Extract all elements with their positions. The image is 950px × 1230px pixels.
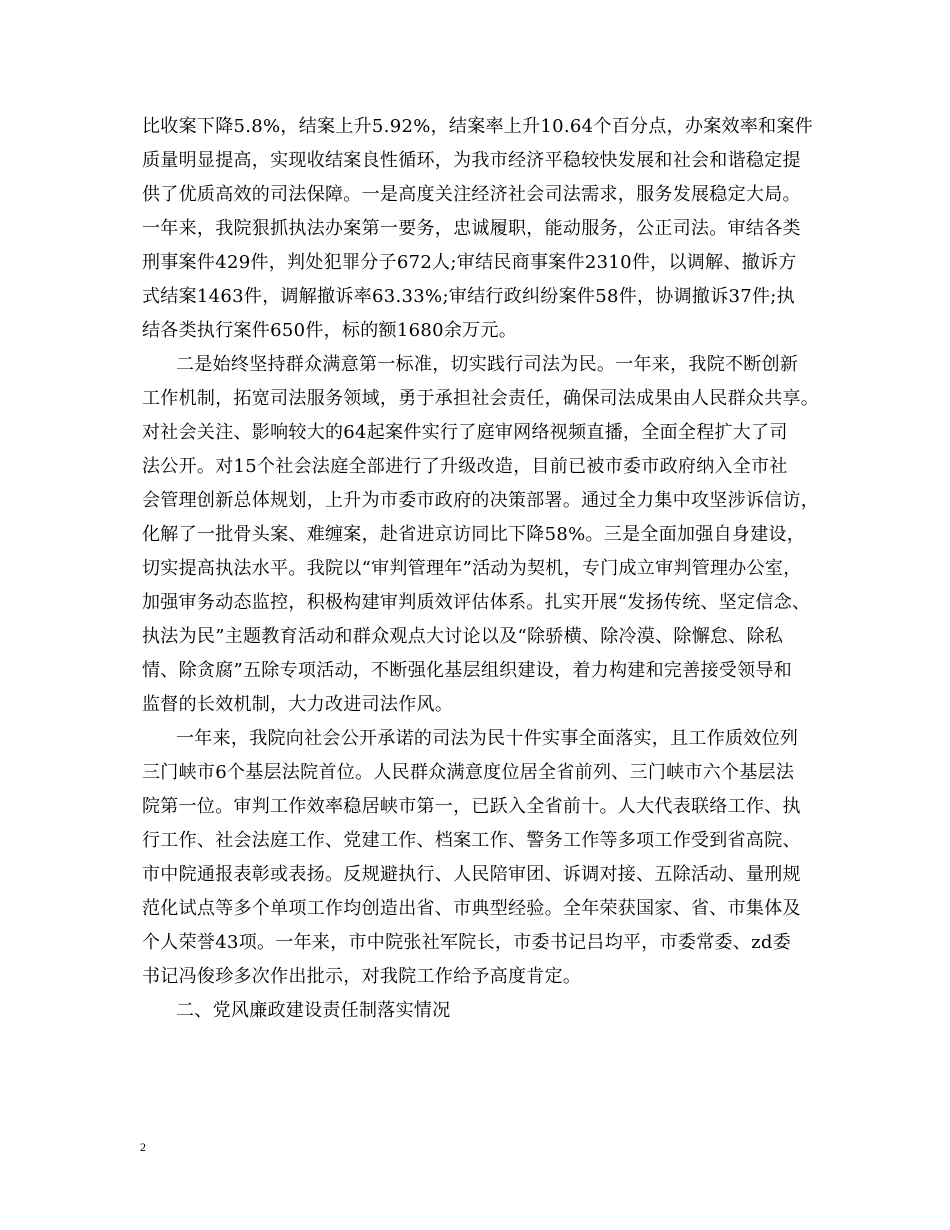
text-line: 二、党风廉政建设责任制落实情况 [176, 1000, 451, 1021]
text-line: 结各类执行案件650件，标的额1680余万元。 [142, 320, 518, 341]
text-line: 一年来，我院狠抓执法办案第一要务，忠诚履职，能动服务，公正司法。审结各类 [142, 218, 801, 239]
text-line: 刑事案件429件，判处犯罪分子672人;审结民商事案件2310件，以调解、撤诉方 [142, 252, 797, 273]
text-line: 市中院通报表彰或表扬。反规避执行、人民陪审团、诉调对接、五除活动、量刑规 [142, 864, 801, 885]
text-line: 会管理创新总体规划，上升为市委市政府的决策部署。通过全力集中攻坚涉诉信访， [142, 490, 820, 511]
text-line: 质量明显提高，实现收结案良性循环，为我市经济平稳较快发展和社会和谐稳定提 [142, 150, 801, 171]
body-text [142, 110, 820, 1028]
text-line: 二是始终坚持群众满意第一标准，切实践行司法为民。一年来，我院不断创新 [176, 354, 799, 375]
text-line: 个人荣誉43项。一年来，市中院张社军院长，市委书记吕均平，市委常委、zd委 [142, 932, 792, 953]
paragraph [142, 348, 820, 722]
text-line: 切实提高执法水平。我院以“审判管理年”活动为契机，专门成立审判管理办公室， [142, 558, 802, 579]
text-line: 法公开。对15个社会法庭全部进行了升级改造，目前已被市委市政府纳入全市社 [142, 456, 788, 477]
text-line: 式结案1463件，调解撤诉率63.33%;审结行政纠纷案件58件，协调撤诉37件;执 [142, 286, 795, 307]
paragraph [142, 994, 816, 1028]
text-line: 一年来，我院向社会公开承诺的司法为民十件实事全面落实，且工作质效位列 [176, 728, 799, 749]
text-line: 供了优质高效的司法保障。一是高度关注经济社会司法需求，服务发展稳定大局。 [142, 184, 801, 205]
text-line: 比收案下降5.8%，结案上升5.92%，结案率上升10.64个百分点，办案效率和案件 [142, 116, 814, 137]
text-line: 执法为民”主题教育活动和群众观点大讨论以及“除骄横、除冷漠、除懈怠、除私 [142, 626, 784, 647]
text-line: 对社会关注、影响较大的64起案件实行了庭审网络视频直播，全面全程扩大了司 [142, 422, 788, 443]
text-line: 工作机制，拓宽司法服务领域，勇于承担社会责任，确保司法成果由人民群众共享。 [142, 388, 820, 409]
text-line: 行工作、社会法庭工作、党建工作、档案工作、警务工作等多项工作受到省高院、 [142, 830, 801, 851]
text-line: 加强审务动态监控，积极构建审判质效评估体系。扎实开展“发扬传统、坚定信念、 [142, 592, 811, 613]
text-line: 三门峡市6个基层法院首位。人民群众满意度位居全省前列、三门峡市六个基层法 [142, 762, 795, 783]
text-line: 书记冯俊珍多次作出批示，对我院工作给予高度肯定。 [142, 966, 582, 987]
paragraph [142, 722, 816, 994]
text-line: 范化试点等多个单项工作均创造出省、市典型经验。全年荣获国家、省、市集体及 [142, 898, 801, 919]
paragraph [142, 110, 816, 348]
text-line: 院第一位。审判工作效率稳居峡市第一，已跃入全省前十。人大代表联络工作、执 [142, 796, 801, 817]
text-line: 化解了一批骨头案、难缠案，赴省进京访同比下降58%。三是全面加强自身建设， [142, 524, 806, 545]
page-number: 2 [140, 1140, 146, 1154]
text-line: 情、除贪腐”五除专项活动，不断强化基层组织建设，着力构建和完善接受领导和 [142, 660, 792, 681]
text-line: 监督的长效机制，大力改进司法作风。 [142, 694, 454, 715]
